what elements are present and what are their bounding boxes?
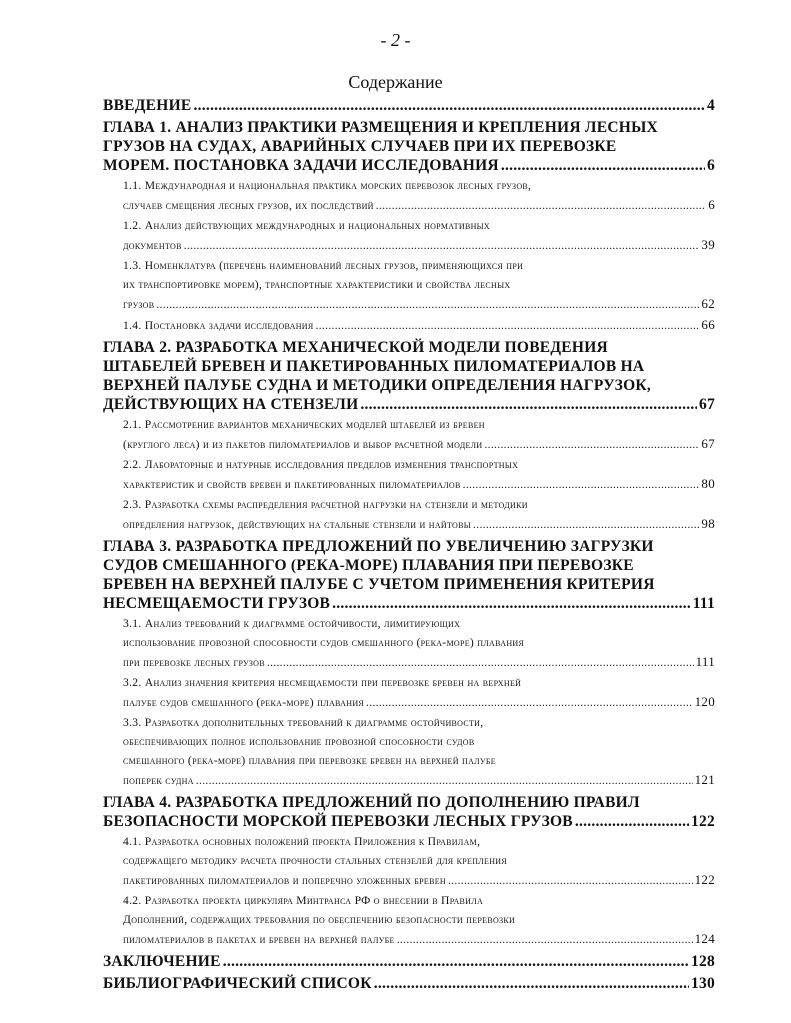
toc-entry-line: 3.1. Анализ требований к диаграмме остойчивости, лимитирующих [123,617,461,630]
toc-entry-title: ЗАКЛЮЧЕНИЕ [103,953,221,970]
toc-dot-leader [360,395,697,414]
toc-page-number: 120 [694,694,715,709]
toc-entry-title: случаев смещения лесных грузов, их последствий [123,199,374,212]
toc-section-entry[interactable] [103,614,715,672]
toc-entry-line: БРЕВЕН НА ВЕРХНЕЙ ПАЛУБЕ С УЧЕТОМ ПРИМЕНЕНИЯ КРИТЕРИЯ [103,576,655,593]
toc-entry-title: БИБЛИОГРАФИЧЕСКИЙ СПИСОК [103,975,372,992]
toc-entry-line: СУДОВ СМЕШАННОГО (РЕКА-МОРЕ) ПЛАВАНИЯ ПРИ ПЕРЕВОЗКЕ [103,557,634,574]
toc-dot-leader [473,515,699,534]
toc-entry-line: 4.2. Разработка проекта циркуляра Минтранса РФ о внесении в Правила [123,894,484,907]
toc-entry-title: БЕЗОПАСНОСТИ МОРСКОЙ ПЕРЕВОЗКИ ЛЕСНЫХ ГРУЗОВ [103,813,573,830]
toc-section-entry[interactable] [103,415,715,454]
toc-entry-line: 1.3. Номенклатура (перечень наименований лесных грузов, применяющихся при [123,259,524,272]
toc-entry-title: (круглого леса) и из пакетов пиломатериалов и выбор расчетной модели [123,438,483,451]
toc-section-entry[interactable] [103,455,715,494]
toc-page-number: 67 [699,396,715,413]
toc-dot-leader [332,594,691,613]
toc-entry-title: НЕСМЕЩАЕМОСТИ ГРУЗОВ [103,595,331,612]
toc-entry-title: ДЕЙСТВУЮЩИХ НА СТЕНЗЕЛИ [103,396,359,413]
toc-chapter-entry[interactable] [103,338,715,414]
toc-entry-line: ГЛАВА 2. РАЗРАБОТКА МЕХАНИЧЕСКОЙ МОДЕЛИ ПОВЕДЕНИЯ [103,339,608,356]
toc-dot-leader [463,475,700,494]
toc-chapter-entry[interactable] [103,96,715,115]
toc-chapter-entry[interactable] [103,793,715,831]
toc-entry-line: смешанного (река-море) плавания при перевозке бревен на верхней палубе [123,754,496,767]
toc-entry-title: грузов [123,298,155,311]
toc-section-entry[interactable] [103,891,715,949]
toc-dot-leader [575,812,689,831]
page-number: - 2 - [380,30,411,50]
toc-page-number: 62 [701,296,715,311]
toc-page-number: 39 [701,237,715,252]
toc-entry-title: МОРЕМ. ПОСТАНОВКА ЗАДАЧИ ИССЛЕДОВАНИЯ [103,157,499,174]
toc-entry-title: 1.4. Постановка задачи исследования [123,319,314,332]
toc-dot-leader [193,96,705,115]
toc-section-entry[interactable] [103,315,715,335]
toc-page-number: 98 [701,516,715,531]
toc-page-number: 130 [691,975,715,992]
toc-chapter-entry[interactable] [103,952,715,971]
toc-chapter-entry[interactable] [103,974,715,993]
toc-entry-line: ГЛАВА 3. РАЗРАБОТКА ПРЕДЛОЖЕНИЙ ПО УВЕЛИЧЕНИЮ ЗАГРУЗКИ [103,538,654,555]
toc-entry-line: ВЕРХНЕЙ ПАЛУБЕ СУДНА И МЕТОДИКИ ОПРЕДЕЛЕНИЯ НАГРУЗОК, [103,377,652,394]
toc-entry-title: палубе судов смешанного (река-море) плавания [123,696,365,709]
toc-page-number: 111 [692,595,715,612]
toc-section-entry[interactable] [103,216,715,255]
toc-entry-line: 2.1. Рассмотрение вариантов механических моделей штабелей из бревен [123,418,485,431]
toc-entry-title: характеристик и свойств бревен и пакетированных пиломатериалов [123,478,461,491]
toc-entry-line: 1.2. Анализ действующих международных и национальных нормативных [123,219,491,232]
toc-entry-title: поперек судна [123,774,194,787]
toc-dot-leader [184,236,700,255]
toc-entry-line: ГРУЗОВ НА СУДАХ, АВАРИЙНЫХ СЛУЧАЕВ ПРИ ИХ ПЕРЕВОЗКЕ [103,138,617,155]
toc-entry-line: 4.1. Разработка основных положений проекта Приложения к Правилам, [123,835,481,848]
toc-entry-title: при перевозке лесных грузов [123,656,265,669]
toc-page-number: 4 [707,97,715,114]
toc-page-number: 128 [691,953,715,970]
toc-entry-line: ГЛАВА 1. АНАЛИЗ ПРАКТИКИ РАЗМЕЩЕНИЯ И КРЕПЛЕНИЯ ЛЕСНЫХ [103,119,658,136]
toc-page-number: 67 [701,436,715,451]
table-of-contents [103,96,715,993]
toc-entry-line: содержащего методику расчета прочности стальных стензелей для крепления [123,854,507,867]
toc-section-entry[interactable] [103,176,715,215]
toc-dot-leader [397,930,693,949]
toc-page-number: 111 [695,654,715,669]
toc-entry-line: 1.1. Международная и национальная практика морских перевозок лесных грузов, [123,179,532,192]
toc-page-number: 80 [701,476,715,491]
toc-entry-title: пиломатериалов в пакетах и бревен на верхней палубе [123,933,395,946]
toc-entry-line: 3.2. Анализ значения критерия несмещаемости при перевозке бревен на верхней [123,676,522,689]
toc-section-entry[interactable] [103,713,715,790]
toc-section-entry[interactable] [103,832,715,890]
toc-entry-line: использование провозной способности судов смешанного (река-море) плавания [123,636,525,649]
toc-dot-leader [374,974,689,993]
toc-entry-line: Дополнений, содержащих требования по обеспечению безопасности перевозки [123,913,516,926]
toc-dot-leader [267,653,694,672]
toc-entry-title: документов [123,239,182,252]
toc-page-number: 122 [694,872,715,887]
toc-entry-line: 2.2. Лабораторные и натурные исследования пределов изменения транспортных [123,458,519,471]
toc-chapter-entry[interactable] [103,537,715,613]
toc-dot-leader [223,952,689,971]
toc-dot-leader [484,435,699,454]
toc-dot-leader [196,771,693,790]
toc-section-entry[interactable] [103,256,715,314]
toc-page-number: 121 [694,772,715,787]
toc-chapter-entry[interactable] [103,118,715,175]
toc-dot-leader [501,156,705,175]
toc-title: Содержание [348,72,443,92]
toc-page-number: 6 [707,157,715,174]
toc-entry-line: ГЛАВА 4. РАЗРАБОТКА ПРЕДЛОЖЕНИЙ ПО ДОПОЛНЕНИЮ ПРАВИЛ [103,794,640,811]
toc-entry-title: ВВЕДЕНИЕ [103,97,192,114]
toc-section-entry[interactable] [103,495,715,534]
toc-entry-line: их транспортировке морем), транспортные характеристики и свойства лесных [123,278,511,291]
toc-dot-leader [156,295,699,314]
toc-dot-leader [376,196,706,215]
toc-entry-title: пакетированных пиломатериалов и поперечно уложенных бревен [123,874,446,887]
toc-section-entry[interactable] [103,673,715,712]
toc-dot-leader [448,871,693,890]
toc-page-number: 122 [691,813,715,830]
toc-entry-line: ШТАБЕЛЕЙ БРЕВЕН И ПАКЕТИРОВАННЫХ ПИЛОМАТЕРИАЛОВ НА [103,358,645,375]
toc-entry-line: 2.3. Разработка схемы распределения расчетной нагрузки на стензели и методики [123,498,528,511]
toc-dot-leader [366,693,693,712]
toc-entry-line: обеспечивающих полное использование провозной способности судов [123,735,475,748]
toc-dot-leader [316,316,700,335]
toc-page-number: 6 [708,197,715,212]
toc-entry-line: 3.3. Разработка дополнительных требований к диаграмме остойчивости, [123,716,484,729]
toc-entry-title: определения нагрузок, действующих на стальные стензели и найтовы [123,518,472,531]
toc-page-number: 66 [701,317,715,332]
toc-page-number: 124 [694,931,715,946]
